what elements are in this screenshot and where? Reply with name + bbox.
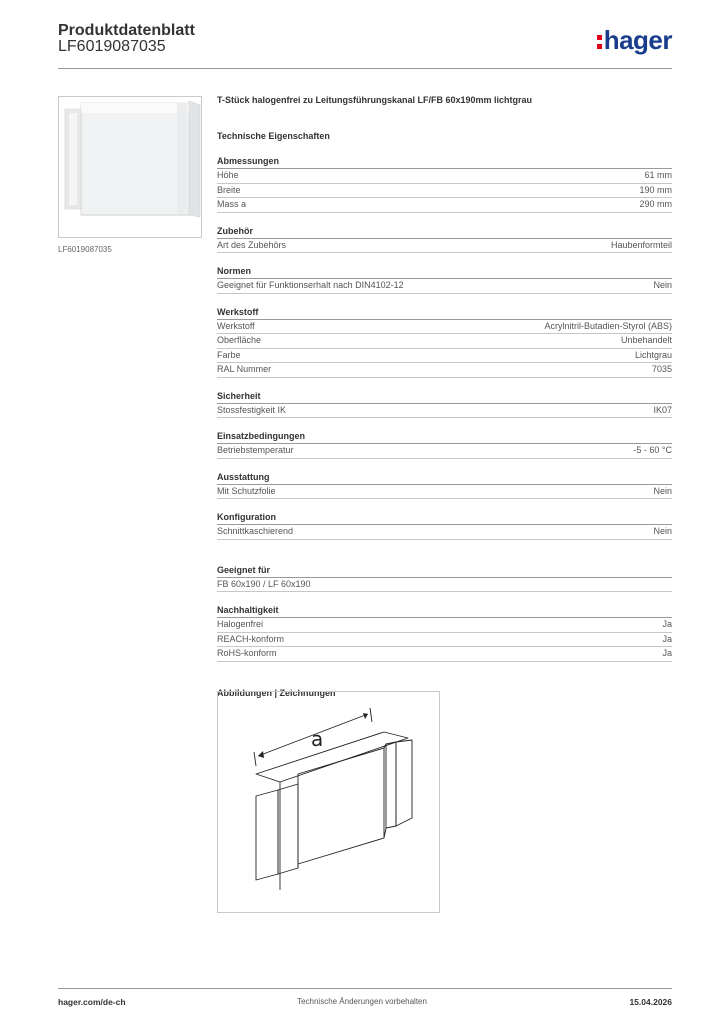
property-label: Farbe [217,349,241,360]
property-label: Schnittkaschierend [217,526,294,536]
property-row [217,404,672,419]
property-label: Art des Zubehörs [217,239,287,250]
section-equipment [217,471,672,500]
property-value: Ja [662,648,672,658]
property-label: Stossfestigkeit IK [217,404,287,415]
property-row [217,485,672,500]
section-sustainability [217,604,672,662]
property-label: REACH-konform [217,633,285,644]
property-value: Nein [653,280,672,290]
property-row [217,578,672,593]
property-label: Halogenfrei [217,619,264,629]
property-row [217,647,672,662]
property-label: RoHS-konform [217,648,277,658]
property-row [217,279,672,294]
technical-data [217,93,672,700]
hager-logo[interactable] [597,26,672,54]
footer-notice: Technische Änderungen vorbehalten [297,997,427,1006]
section-title: Sicherheit [217,390,672,404]
property-row [217,320,672,335]
section-title: Nachhaltigkeit [217,604,672,618]
section-standards [217,265,672,294]
section-accessory [217,225,672,254]
section-title: Zubehör [217,225,672,239]
document-title: Produktdatenblatt [58,22,195,39]
property-value: 290 mm [639,199,672,209]
property-row [217,184,672,199]
footer-divider [58,988,672,989]
property-row [217,525,672,540]
property-label: Mit Schutzfolie [217,485,276,496]
section-title: Abmessungen [217,155,672,169]
property-value: 61 mm [644,170,672,180]
property-label: Betriebstemperatur [217,445,294,455]
property-value: Lichtgrau [634,349,672,360]
property-label: Oberfläche [217,335,262,345]
product-image [58,96,202,238]
technical-properties-heading: Technische Eigenschaften [217,131,330,141]
property-value: Unbehandelt [620,335,672,345]
article-number: LF6019087035 [58,38,166,55]
property-row [217,363,672,378]
dimension-label: a [311,727,324,751]
property-value: Ja [662,619,672,629]
property-label: FB 60x190 / LF 60x190 [217,578,311,589]
t-piece-line-drawing [218,692,439,912]
section-safety [217,390,672,419]
product-photo-illustration [59,97,201,237]
property-label: Mass a [217,199,247,209]
page-header [58,20,672,68]
footer-date: 15.04.2026 [629,997,672,1007]
section-title: Werkstoff [217,306,672,320]
property-row [217,334,672,349]
property-row [217,618,672,633]
product-image-caption: LF6019087035 [58,245,112,254]
footer-website-link[interactable]: hager.com/de-ch [58,997,126,1007]
technical-drawing [217,691,440,913]
property-value: Acrylnitril-Butadien-Styrol (ABS) [544,320,672,331]
header-divider [58,68,672,69]
property-value: Haubenformteil [610,239,672,250]
property-label: Geeignet für Funktionserhalt nach DIN4102-12 [217,280,404,290]
property-row [217,239,672,254]
property-label: Höhe [217,170,239,180]
property-row [217,349,672,364]
property-value: Nein [653,485,672,496]
section-title: Ausstattung [217,471,672,485]
property-label: Breite [217,184,241,195]
section-title: Konfiguration [217,511,672,525]
property-value: Nein [653,526,672,536]
section-suitable-for [217,564,672,593]
drawings-heading: Abbildungen | Zeichnungen [217,687,336,698]
property-label: RAL Nummer [217,364,272,374]
section-configuration [217,511,672,540]
property-row [217,444,672,459]
section-operating-conditions [217,430,672,459]
logo-text: hager [603,25,672,55]
section-title: Normen [217,265,672,279]
property-row [217,198,672,213]
section-material [217,306,672,378]
property-row [217,169,672,184]
product-title: T-Stück halogenfrei zu Leitungsführungskanal LF/FB 60x190mm lichtgrau [217,95,533,105]
section-title: Einsatzbedingungen [217,430,672,444]
property-value: IK07 [653,404,672,415]
property-value: 7035 [651,364,672,374]
property-value: -5 - 60 °C [633,445,672,455]
property-row [217,633,672,648]
section-dimensions [217,155,672,213]
property-label: Werkstoff [217,320,255,331]
section-title: Geeignet für [217,564,672,578]
property-value: Ja [662,633,672,644]
property-value: 190 mm [639,184,672,195]
logo-colon-icon [597,32,602,50]
